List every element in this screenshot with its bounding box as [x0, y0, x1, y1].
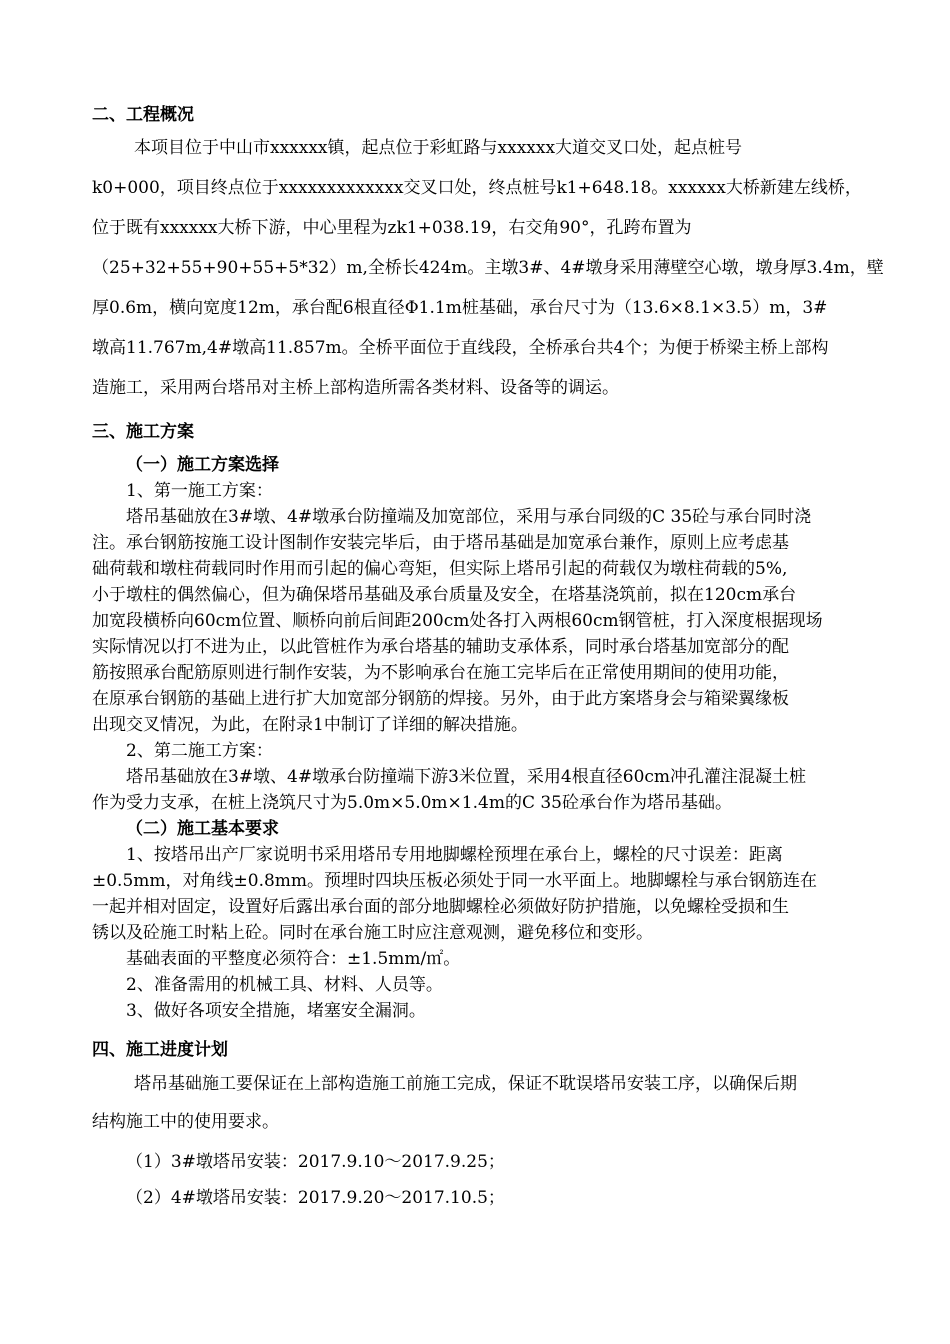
section2-line: 本项目位于中山市xxxxxx镇，起点位于彩虹路与xxxxxx大道交叉口处，起点桩号 [134, 138, 743, 158]
section2-line: 位于既有xxxxxx大桥下游，中心里程为zk1+038.19，右交角90°，孔跨布置为 [92, 218, 692, 238]
option1-title: 1、第一施工方案： [126, 481, 273, 501]
section2-line: 造施工，采用两台塔吊对主桥上部构造所需各类材料、设备等的调运。 [92, 378, 619, 398]
requirement-line: 锈以及砼施工时粘上砼。同时在承台施工时应注意观测，避免移位和变形。 [92, 923, 653, 943]
option1-line: 实际情况以打不进为止，以此管桩作为承台塔基的辅助支承体系，同时承台塔基加宽部分的配 [92, 637, 789, 657]
requirement-line: 2、准备需用的机械工具、材料、人员等。 [126, 975, 443, 995]
option1-line: 筋按照承台配筋原则进行制作安装，为不影响承台在施工完毕后在正常使用期间的使用功能， [92, 663, 789, 683]
requirement-line: 基础表面的平整度必须符合：±1.5mm/㎡。 [126, 949, 461, 969]
option1-line: 出现交叉情况，为此，在附录1中制订了详细的解决措施。 [92, 715, 528, 735]
requirement-line: 3、做好各项安全措施，堵塞安全漏洞。 [126, 1001, 426, 1021]
schedule-item: （2）4#墩塔吊安装：2017.9.20～2017.10.5； [126, 1188, 505, 1208]
sub1-heading: （一）施工方案选择 [126, 455, 279, 475]
section4-heading: 四、施工进度计划 [92, 1040, 228, 1060]
section2-line: 墩高11.767m,4#墩高11.857m。全桥平面位于直线段，全桥承台共4个；为便于桥梁主桥上部构 [92, 338, 829, 358]
section2-heading: 二、工程概况 [92, 105, 194, 125]
section2-line: k0+000，项目终点位于xxxxxxxxxxxxx交叉口处，终点桩号k1+648.18。xxxxxx大桥新建左线桥， [92, 178, 862, 198]
option2-line: 塔吊基础放在3#墩、4#墩承台防撞端下游3米位置，采用4根直径60cm冲孔灌注混凝土桩 [126, 767, 807, 787]
requirement-line: 一起并相对固定，设置好后露出承台面的部分地脚螺栓必须做好防护措施，以免螺栓受损和生 [92, 897, 789, 917]
option2-line: 作为受力支承，在桩上浇筑尺寸为5.0m×5.0m×1.4m的C 35砼承台作为塔吊基础。 [92, 793, 732, 813]
sub2-heading: （二）施工基本要求 [126, 819, 279, 839]
option1-line: 注。承台钢筋按施工设计图制作安装完毕后，由于塔吊基础是加宽承台兼作，原则上应考虑基 [92, 533, 789, 553]
option1-line: 塔吊基础放在3#墩、4#墩承台防撞端及加宽部位，采用与承台同级的C 35砼与承台同时浇 [126, 507, 812, 527]
option1-line: 在原承台钢筋的基础上进行扩大加宽部分钢筋的焊接。另外，由于此方案塔身会与箱梁翼缘板 [92, 689, 789, 709]
section4-line: 塔吊基础施工要保证在上部构造施工前施工完成，保证不耽误塔吊安装工序，以确保后期 [134, 1074, 797, 1094]
section2-line: 厚0.6m，横向宽度12m，承台配6根直径Φ1.1m桩基础，承台尺寸为（13.6×8.1×3.5）m，3# [92, 298, 828, 318]
schedule-item: （1）3#墩塔吊安装：2017.9.10～2017.9.25； [126, 1152, 505, 1172]
option1-line: 加宽段横桥向60cm位置、顺桥向前后间距200cm处各打入两根60cm钢管桩，打入深度根据现场 [92, 611, 823, 631]
section3-heading: 三、施工方案 [92, 422, 194, 442]
option1-line: 础荷载和墩柱荷载同时作用而引起的偏心弯矩，但实际上塔吊引起的荷载仅为墩柱荷载的5%, [92, 559, 788, 579]
requirement-line: 1、按塔吊出产厂家说明书采用塔吊专用地脚螺栓预埋在承台上，螺栓的尺寸误差：距离 [126, 845, 783, 865]
section2-line: （25+32+55+90+55+5*32）m,全桥长424m。主墩3#、4#墩身采用薄壁空心墩，墩身厚3.4m，壁 [92, 258, 884, 278]
option2-title: 2、第二施工方案： [126, 741, 273, 761]
option1-line: 小于墩柱的偶然偏心，但为确保塔吊基础及承台质量及安全，在塔基浇筑前，拟在120cm承台 [92, 585, 797, 605]
requirement-line: ±0.5mm，对角线±0.8mm。预埋时四块压板必须处于同一水平面上。地脚螺栓与承台钢筋连在 [92, 871, 818, 891]
section4-line: 结构施工中的使用要求。 [92, 1112, 279, 1132]
